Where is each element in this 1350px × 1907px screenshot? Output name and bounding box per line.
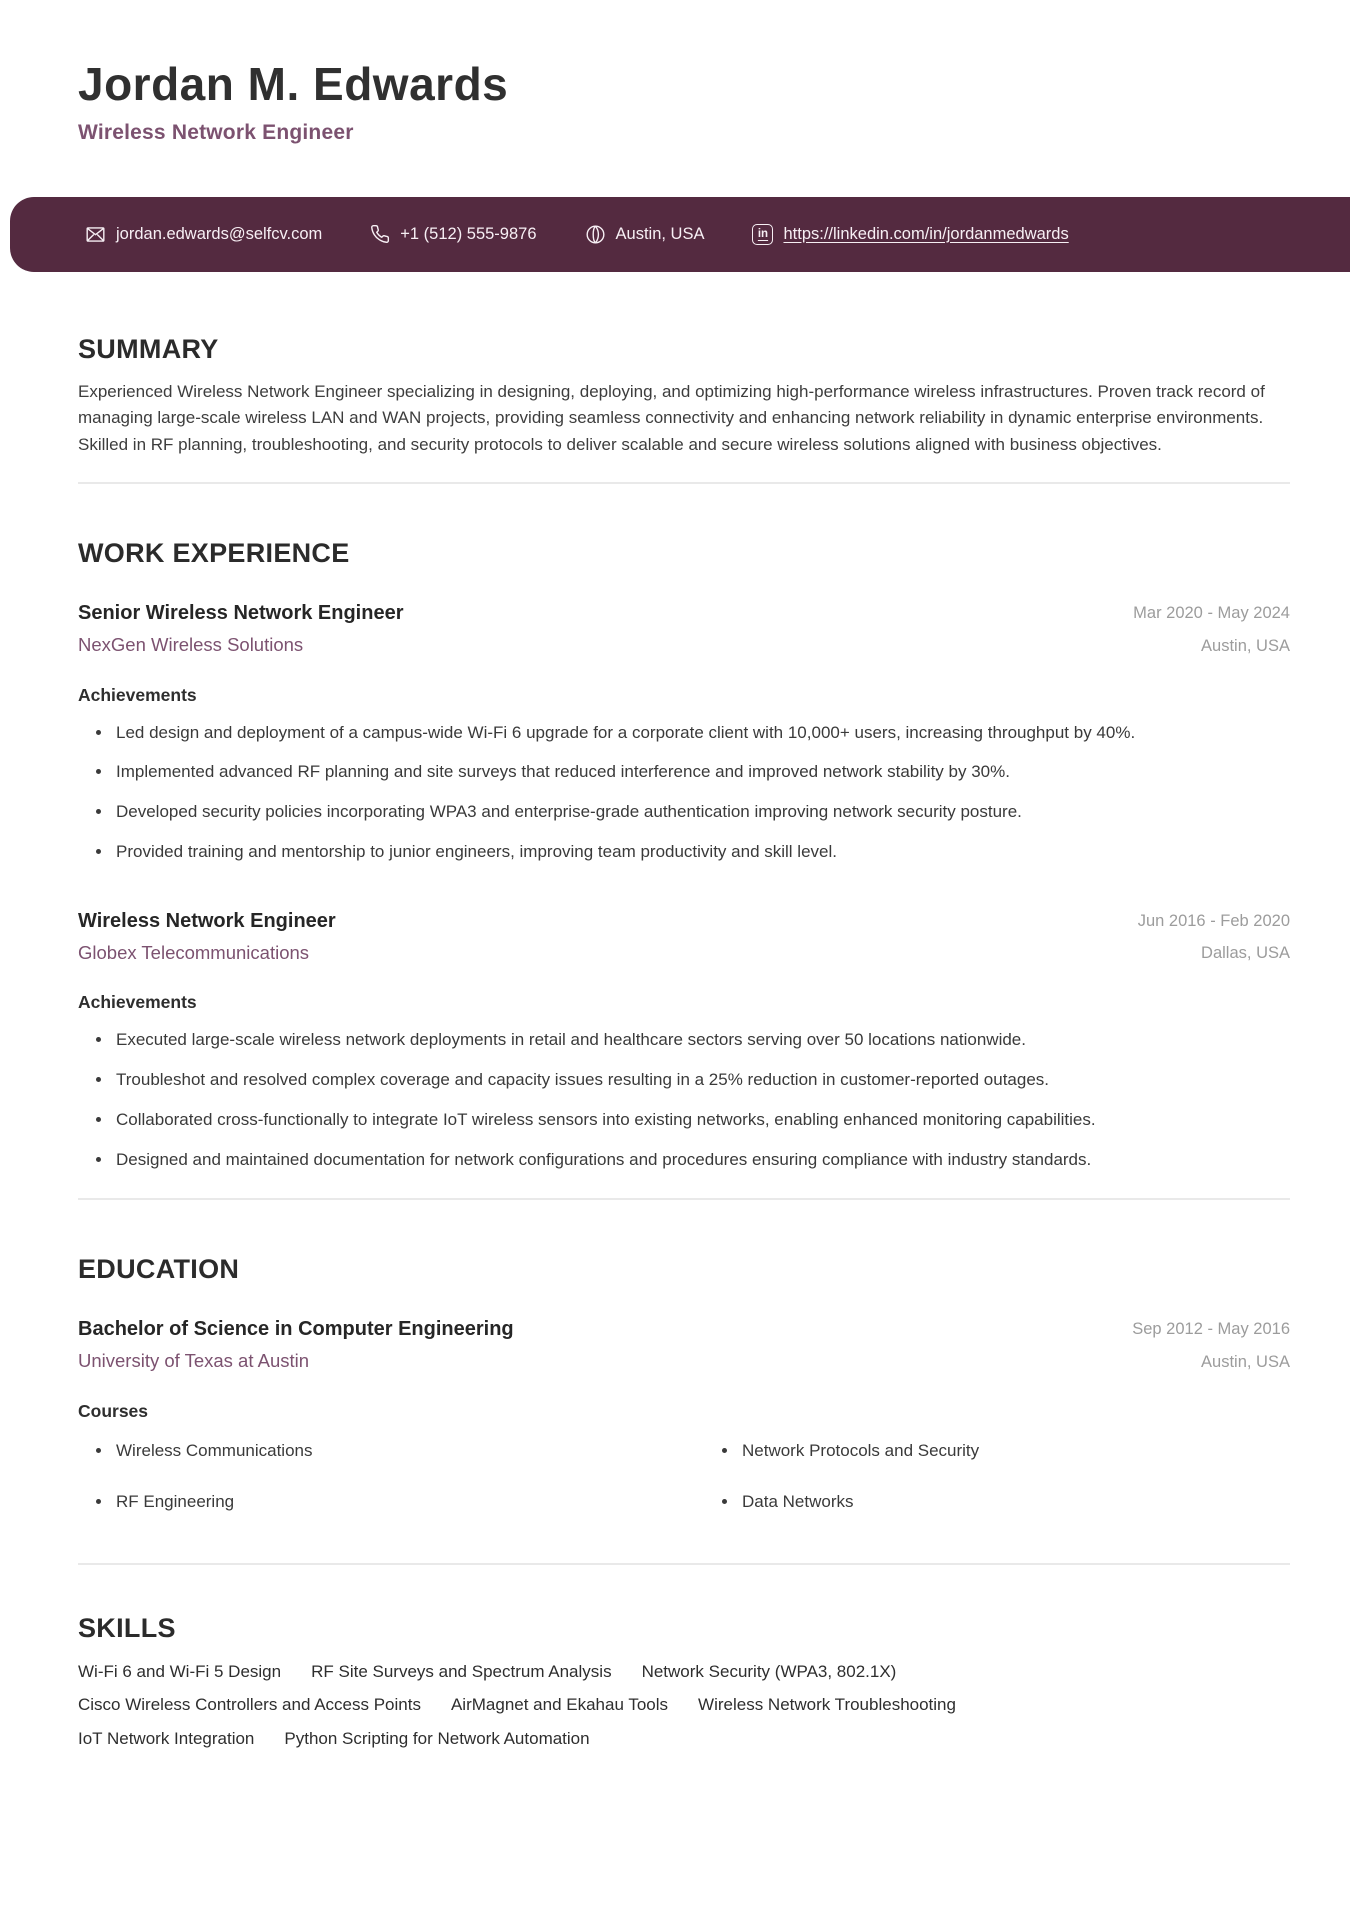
globe-icon — [585, 224, 606, 245]
summary-section — [78, 334, 1290, 459]
education-heading: EDUCATION — [78, 1254, 240, 1285]
course-item: Network Protocols and Security — [704, 1438, 1290, 1464]
skill-item: IoT Network Integration — [78, 1728, 255, 1748]
school-name: University of Texas at Austin — [78, 1350, 310, 1372]
achievement-item: Designed and maintained documentation for network configurations and procedures ensuring compliance with industry standards. — [78, 1147, 1290, 1173]
work-experience-section — [78, 538, 1290, 1172]
section-divider — [78, 1563, 1290, 1565]
person-name: Jordan M. Edwards — [78, 58, 509, 110]
resume-body — [0, 334, 1350, 1798]
company-name: NexGen Wireless Solutions — [78, 634, 304, 656]
education-header — [78, 1313, 1290, 1378]
section-divider — [78, 1198, 1290, 1200]
course-item: RF Engineering — [78, 1489, 664, 1515]
job-title: Wireless Network Engineer — [78, 909, 336, 932]
job-location: Dallas, USA — [1201, 944, 1290, 963]
achievement-item: Implemented advanced RF planning and site surveys that reduced interference and improved network stability by 30%. — [78, 759, 1290, 785]
contact-bar — [10, 197, 1350, 272]
course-item: Data Networks — [704, 1489, 1290, 1515]
company-name: Globex Telecommunications — [78, 941, 310, 963]
job-entry-senior-wireless-network-engineer — [78, 597, 1290, 864]
job-header — [78, 597, 1290, 662]
contact-location — [585, 224, 705, 245]
skill-item: Wireless Network Troubleshooting — [698, 1695, 956, 1715]
job-entry-wireless-network-engineer — [78, 905, 1290, 1172]
linkedin-url-text: https://linkedin.com/in/jordanmedwards — [783, 224, 1069, 243]
skill-item: Cisco Wireless Controllers and Access Points — [78, 1695, 421, 1715]
skill-item: AirMagnet and Ekahau Tools — [450, 1695, 669, 1715]
job-title: Senior Wireless Network Engineer — [78, 602, 404, 625]
education-entry — [78, 1313, 1290, 1540]
achievement-item: Executed large-scale wireless network deployments in retail and healthcare sectors serving over 50 locations nationwide. — [78, 1027, 1290, 1053]
achievement-item: Provided training and mentorship to junior engineers, improving team productivity and skill level. — [78, 839, 1290, 865]
contact-phone — [370, 224, 536, 244]
achievement-item: Developed security policies incorporating WPA3 and enterprise-grade authentication improving network security posture. — [78, 799, 1290, 825]
phone-icon — [370, 224, 390, 244]
skill-item: RF Site Surveys and Spectrum Analysis — [311, 1661, 612, 1681]
job-dates: Jun 2016 - Feb 2020 — [1137, 911, 1290, 930]
education-section — [78, 1254, 1290, 1540]
achievements-list — [78, 720, 1290, 865]
education-location: Austin, USA — [1201, 1352, 1290, 1371]
degree-title: Bachelor of Science in Computer Engineering — [78, 1318, 514, 1341]
achievement-item: Led design and deployment of a campus-wide Wi-Fi 6 upgrade for a corporate client with 10,000+ users, increasing throughput by 40%. — [78, 720, 1290, 746]
contact-email-text: jordan.edwards@selfcv.com — [116, 224, 323, 243]
header — [0, 0, 1350, 145]
achievement-item: Troubleshot and resolved complex coverage and capacity issues resulting in a 25% reduction in customer-reported outages. — [78, 1067, 1290, 1093]
skill-item: Wi-Fi 6 and Wi-Fi 5 Design — [78, 1661, 282, 1681]
summary-heading: SUMMARY — [78, 333, 219, 364]
job-header — [78, 905, 1290, 970]
achievements-label: Achievements — [78, 684, 197, 705]
achievement-item: Collaborated cross-functionally to integrate IoT wireless sensors into existing networks, enabling enhanced monitoring capabilities. — [78, 1107, 1290, 1133]
contact-email — [85, 224, 322, 245]
education-dates: Sep 2012 - May 2016 — [1132, 1320, 1290, 1339]
courses-label: Courses — [78, 1400, 149, 1421]
skills-list — [78, 1662, 1098, 1749]
linkedin-link[interactable] — [752, 224, 1068, 245]
contact-location-text: Austin, USA — [615, 224, 705, 243]
job-dates: Mar 2020 - May 2024 — [1133, 604, 1290, 623]
linkedin-icon: in — [752, 224, 773, 245]
courses-list — [78, 1438, 1290, 1541]
skills-section — [78, 1613, 1290, 1799]
achievements-label: Achievements — [78, 992, 197, 1013]
skills-heading: SKILLS — [78, 1612, 176, 1643]
skill-item: Python Scripting for Network Automation — [284, 1728, 590, 1748]
contact-phone-text: +1 (512) 555-9876 — [400, 224, 537, 243]
section-divider — [78, 482, 1290, 484]
achievements-list — [78, 1027, 1290, 1172]
person-job-title: Wireless Network Engineer — [78, 120, 354, 144]
work-experience-heading: WORK EXPERIENCE — [78, 538, 350, 569]
course-item: Wireless Communications — [78, 1438, 664, 1464]
job-location: Austin, USA — [1201, 636, 1290, 655]
summary-text: Experienced Wireless Network Engineer specializing in designing, deploying, and optimizing high-performance wireless infrastructures. Proven track record of managing large-scale wireless LAN and WAN projects, providing seamless connectivity and enhancing network reliability in dynamic enterprise environments. Skilled in RF planning, troubleshooting, and security protocols to deliver scalable and secure wireless solutions aligned with business objectives. — [78, 381, 1265, 454]
skill-item: Network Security (WPA3, 802.1X) — [641, 1661, 897, 1681]
envelope-icon — [85, 224, 106, 245]
